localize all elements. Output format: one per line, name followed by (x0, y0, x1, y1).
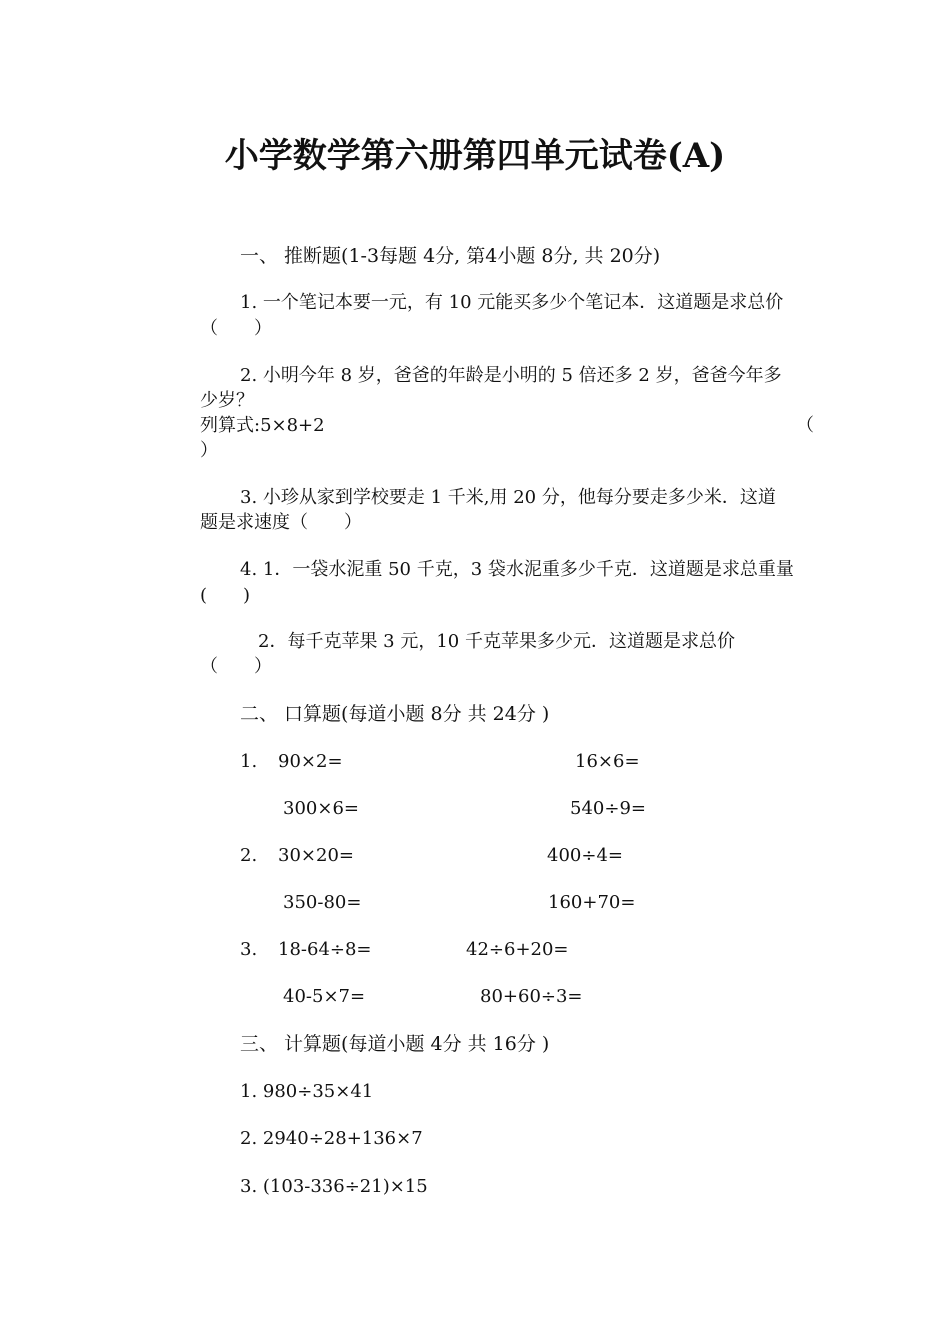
mental-math-problem: 16×6= (575, 751, 640, 772)
question-4-1-answer-blank: ( ) (200, 585, 251, 606)
mental-math-problem: 30×20= (278, 845, 354, 866)
question-1-answer-blank: （ ） (200, 318, 272, 339)
section-1-heading: 一、 推断题(1-3每题 4分, 第4小题 8分, 共 20分) (240, 245, 661, 267)
question-2-text: 2. 小明今年 8 岁，爸爸的年龄是小明的 5 倍还多 2 岁，爸爸今年多 (240, 365, 782, 386)
mental-math-problem: 300×6= (283, 798, 359, 819)
mental-math-problem: 80+60÷3= (480, 986, 583, 1007)
question-1-text: 1. 一个笔记本要一元，有 10 元能买多少个笔记本．这道题是求总价 (240, 292, 784, 313)
mental-math-row-label: 3. (240, 939, 258, 960)
mental-math-problem: 90×2= (278, 751, 343, 772)
mental-math-row-label: 1. (240, 751, 258, 772)
question-2-formula: 列算式:5×8+2 (200, 415, 325, 436)
question-3-text-cont: 题是求速度（ ） (200, 512, 362, 533)
mental-math-problem: 18-64÷8= (278, 939, 372, 960)
calculation-problem: 1. 980÷35×41 (240, 1081, 374, 1102)
calculation-problem: 2. 2940÷28+136×7 (240, 1128, 423, 1149)
exam-title: 小学数学第六册第四单元试卷(A) (224, 136, 726, 176)
section-3-heading: 三、 计算题(每道小题 4分 共 16分 ) (240, 1033, 550, 1055)
mental-math-problem: 160+70= (548, 892, 636, 913)
question-4-1-text: 4. 1．一袋水泥重 50 千克，3 袋水泥重多少千克．这道题是求总重量 (240, 559, 794, 580)
question-4-2-answer-blank: （ ） (200, 656, 272, 677)
mental-math-problem: 42÷6+20= (466, 939, 569, 960)
question-2-text-cont: 少岁？ (200, 390, 254, 411)
mental-math-problem: 400÷4= (547, 845, 623, 866)
section-2-heading: 二、 口算题(每道小题 8分 共 24分 ) (240, 703, 550, 725)
mental-math-problem: 350-80= (283, 892, 362, 913)
question-3-text: 3. 小珍从家到学校要走 1 千米,用 20 分，他每分要走多少米．这道 (240, 487, 776, 508)
calculation-problem: 3. (103-336÷21)×15 (240, 1176, 428, 1197)
mental-math-row-label: 2. (240, 845, 258, 866)
mental-math-problem: 40-5×7= (283, 986, 366, 1007)
question-4-2-text: 2．每千克苹果 3 元，10 千克苹果多少元．这道题是求总价 (258, 631, 735, 652)
question-2-answer-open: （ (796, 415, 814, 436)
mental-math-problem: 540÷9= (570, 798, 646, 819)
question-2-answer-close: ） (200, 440, 218, 461)
